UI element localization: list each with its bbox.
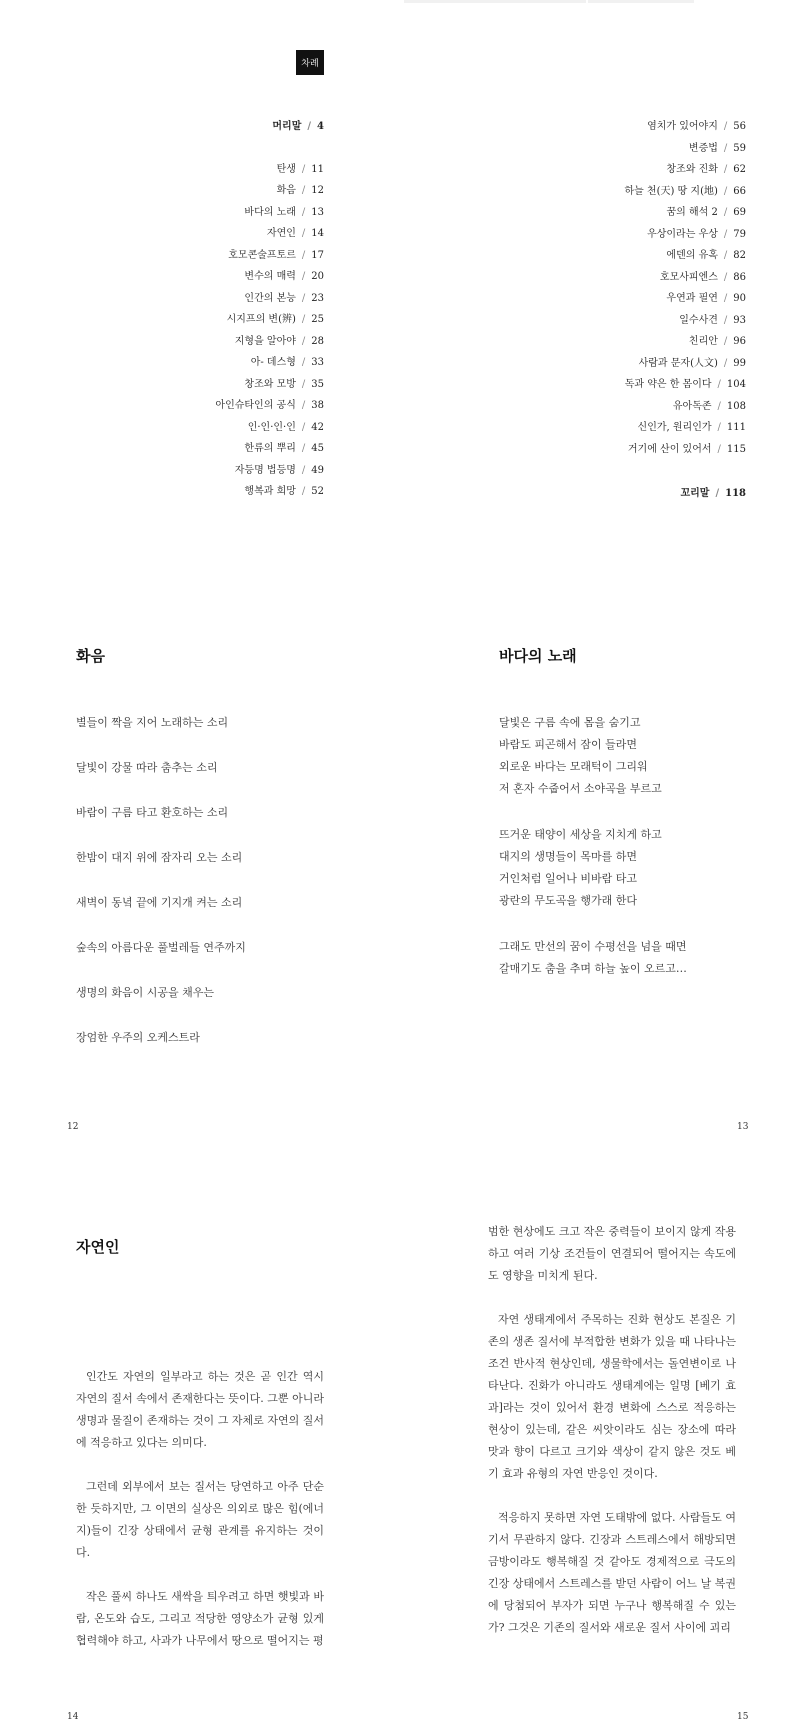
toc-badge: 차례 — [296, 50, 324, 75]
poem-line: 새벽이 동녘 끝에 기지개 켜는 소리 — [76, 896, 243, 909]
paragraph: 자연 생태계에서 주목하는 진화 현상도 본질은 기존의 생존 질서에 부적합한 변화가 있을 때 나타나는 조건 반사적 현상인데, 생물학에서는 돌연변이로 나타난다. 진화가 아니라도 생태계에는 일명 [베기 효과]라는 것이 있어서 환경 변화에 스스로 적응하는 현상이 있는데, 같은 씨앗이라도 심는 장소에 따라 맛과 향이 다르고 크기와 색상이 같지 않은 것도 베기 효과 유형의 자연 반응인 것이다. — [488, 1313, 736, 1480]
toc-entry[interactable]: 변수의 매력 / 20 — [244, 271, 324, 282]
poem-line: 장엄한 우주의 오케스트라 — [76, 1031, 200, 1044]
toc-entry[interactable]: 창조와 진화 / 62 — [666, 164, 746, 175]
toc-entry[interactable]: 우연과 필연 / 90 — [666, 293, 746, 304]
toc-entry[interactable]: 변증법 / 59 — [688, 142, 746, 154]
toc-entry[interactable]: 인·인·인·인 / 42 — [247, 421, 324, 433]
poem-line: 뜨거운 태양이 세상을 지치게 하고 — [499, 828, 662, 841]
poem-line: 달빛은 구름 속에 몸을 숨기고 — [499, 716, 641, 729]
toc-entry[interactable]: 탄생 / 11 — [276, 163, 324, 175]
toc-entry[interactable]: 아- 데스형 / 33 — [250, 357, 324, 368]
toc-entry[interactable]: 아인슈타인의 공식 / 38 — [215, 400, 324, 411]
toc-entry[interactable]: 창조와 모방 / 35 — [244, 378, 324, 390]
toc-entry[interactable]: 한류의 뿌리 / 45 — [244, 443, 324, 454]
poem-line: 생명의 화음이 시공을 채우는 — [76, 986, 215, 999]
poem-line: 숲속의 아름다운 풀벌레들 연주까지 — [76, 941, 246, 954]
page-number: 13 — [737, 1122, 749, 1132]
poem-line: 한밤이 대지 위에 잠자리 오는 소리 — [76, 851, 243, 864]
poem-line: 광란의 무도곡을 행가래 한다 — [499, 894, 638, 907]
poem-line: 거인처럼 일어나 비바람 타고 — [499, 872, 638, 885]
top-scroll-strip — [404, 0, 586, 3]
toc-entry[interactable]: 꿈의 해석 2 / 69 — [666, 207, 746, 218]
toc-left-column — [0, 116, 324, 503]
toc-entry[interactable]: 신인가, 원리인가 / 111 — [637, 422, 746, 433]
toc-entry[interactable]: 우상이라는 우상 / 79 — [647, 228, 746, 240]
poem-line: 그래도 만선의 꿈이 수평선을 넘을 때면 — [499, 940, 687, 953]
paragraph: 작은 풀씨 하나도 새싹을 틔우려고 하면 햇빛과 바람, 온도와 습도, 그리고 적당한 영양소가 균형 있게 협력해야 하고, 사과가 나무에서 땅으로 떨어지는 평 — [76, 1590, 324, 1647]
toc-entry[interactable]: 일수사견 / 93 — [679, 314, 746, 326]
top-scroll-strip-2 — [588, 0, 694, 3]
toc-entry[interactable]: 인간의 본능 / 23 — [244, 292, 324, 304]
poem-line: 대지의 생명들이 목마를 하면 — [499, 850, 638, 863]
poem-body — [499, 712, 687, 980]
toc-right-column — [400, 116, 746, 505]
toc-entry[interactable]: 화음 / 12 — [276, 185, 324, 196]
page-number: 15 — [737, 1712, 749, 1722]
toc-entry[interactable]: 염치가 있어야지 / 56 — [647, 121, 746, 132]
toc-entry[interactable]: 독과 약은 한 몸이다 / 104 — [624, 379, 746, 390]
toc-entry[interactable]: 자등명 법등명 / 49 — [234, 464, 324, 476]
toc-entry[interactable]: 바다의 노래 / 13 — [244, 206, 324, 218]
page-title: 바다의 노래 — [499, 647, 577, 665]
toc-entry[interactable]: 유아독존 / 108 — [672, 400, 746, 412]
paragraph: 적응하지 못하면 자연 도태밖에 없다. 사람들도 여기서 무관하지 않다. 긴장과 스트레스에서 해방되면 금방이라도 행복해질 것 같아도 경제적으로 극도의 긴장 상태에서 스트레스를 받던 사람이 어느 날 복권에 당첨되어 부자가 되면 누구나 행복해질 수 있는가? 그것은 기존의 질서와 새로운 질서 사이에 괴리 — [488, 1511, 736, 1634]
toc-entry[interactable]: 호모사피엔스 / 86 — [659, 271, 746, 283]
poem-line: 별들이 짝을 지어 노래하는 소리 — [76, 716, 229, 729]
poem-line: 바람도 피곤해서 잠이 들라면 — [499, 738, 638, 751]
toc-entry[interactable]: 시지프의 변(辨) / 25 — [226, 314, 324, 325]
poem-line: 외로운 바다는 모래턱이 그리워 — [499, 760, 648, 773]
toc-entry[interactable]: 거기에 산이 있어서 / 115 — [627, 443, 746, 455]
paragraph: 범한 현상에도 크고 작은 중력들이 보이지 않게 작용하고 여러 기상 조건들이 연결되어 떨어지는 속도에도 영향을 미치게 된다. — [488, 1225, 736, 1282]
poem-line: 갈매기도 춤을 추며 하늘 높이 오르고… — [499, 962, 687, 975]
toc-entry[interactable]: 지형을 알아야 / 28 — [234, 335, 324, 347]
prose-body — [488, 1221, 736, 1661]
page-number: 12 — [67, 1122, 79, 1132]
paragraph: 그런데 외부에서 보는 질서는 당연하고 아주 단순한 듯하지만, 그 이면의 실상은 의외로 많은 힘(에너지)들이 긴장 상태에서 균형 관계를 유지하는 것이다. — [76, 1480, 324, 1559]
prose-body — [76, 1366, 324, 1674]
toc-entry[interactable]: 호모콘술프토르 / 17 — [228, 249, 324, 261]
poem-line: 저 혼자 수줍어서 소야곡을 부르고 — [499, 782, 662, 795]
page-number: 14 — [67, 1712, 79, 1722]
toc-entry[interactable]: 사람과 문자(人文) / 99 — [638, 357, 746, 369]
toc-entry[interactable]: 친리안 / 96 — [688, 336, 746, 347]
toc-entry[interactable]: 머리말 / 4 — [272, 121, 324, 132]
toc-entry[interactable]: 에덴의 유혹 / 82 — [666, 250, 746, 261]
toc-entry[interactable]: 하늘 천(天) 땅 지(地) / 66 — [624, 185, 746, 197]
toc-entry[interactable]: 자연인 / 14 — [266, 228, 324, 239]
page-title: 자연인 — [76, 1238, 120, 1256]
page-title: 화음 — [76, 647, 105, 665]
toc-entry[interactable]: 꼬리말 / 118 — [680, 488, 746, 499]
poem-line: 달빛이 강물 따라 춤추는 소리 — [76, 761, 218, 774]
poem-body — [76, 712, 246, 1072]
poem-line: 바람이 구름 타고 환호하는 소리 — [76, 806, 229, 819]
paragraph: 인간도 자연의 일부라고 하는 것은 곧 인간 역시 자연의 질서 속에서 존재한다는 뜻이다. 그뿐 아니라 생명과 물질이 존재하는 것이 그 자체로 자연의 질서에 적응하고 있다는 의미다. — [76, 1370, 324, 1449]
toc-entry[interactable]: 행복과 희망 / 52 — [244, 486, 324, 497]
